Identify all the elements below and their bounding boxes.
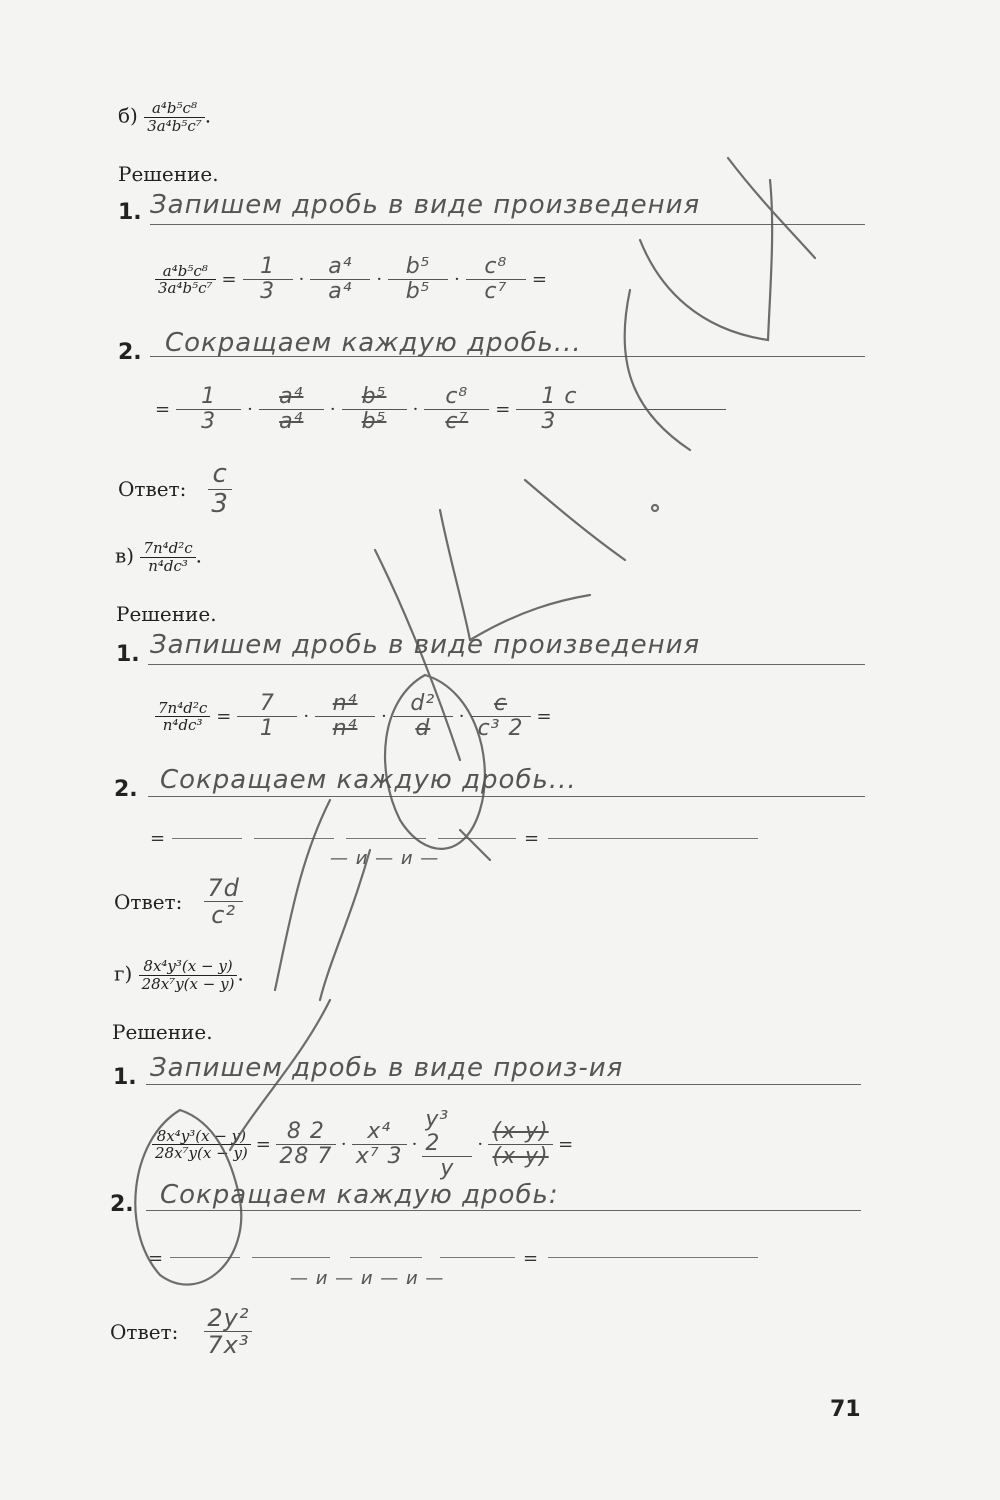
scribble-stroke — [525, 480, 625, 560]
dot-sign: · — [411, 1134, 418, 1156]
period: . — [195, 543, 203, 568]
answer-label: Ответ: — [110, 1319, 179, 1344]
denominator: 1 — [259, 716, 275, 742]
ellipsis-note: — и — и — и — — [290, 1268, 445, 1289]
numerator: b⁵ — [405, 254, 431, 279]
numerator: 1 — [201, 384, 217, 409]
page-number: 71 — [830, 1397, 861, 1422]
step-number-1: 1. — [113, 1065, 137, 1090]
step-2-text: Сокращаем каждую дробь: — [160, 1180, 559, 1210]
answer-label: Ответ: — [114, 889, 183, 914]
scribble-stroke — [440, 510, 470, 640]
dot-sign: · — [381, 706, 387, 728]
step-number-2: 2. — [110, 1192, 134, 1217]
step-2-text: Сокращаем каждую дробь... — [160, 765, 577, 795]
dot-sign: · — [298, 269, 305, 291]
dot-sign: · — [340, 1134, 347, 1156]
denominator: 3 — [541, 409, 557, 435]
denominator: c⁷ — [445, 409, 469, 435]
denominator: 3 — [260, 279, 276, 305]
numerator: (x-y) — [492, 1119, 549, 1145]
dot-sign: · — [458, 706, 465, 728]
numerator: c⁸ — [484, 254, 508, 279]
scribble-stroke — [385, 675, 485, 849]
scribble-stroke — [320, 850, 370, 1000]
denominator: x⁷ 3 — [355, 1144, 403, 1170]
equals-sign: = — [148, 1248, 164, 1269]
section-letter: в) — [115, 543, 135, 568]
denominator: 3a⁴b⁵c⁷ — [147, 116, 202, 135]
equals-sign: = — [216, 706, 232, 728]
dot-sign: · — [329, 399, 336, 421]
numerator: 2y² — [207, 1304, 250, 1332]
equals-sign: = — [495, 399, 511, 421]
equals-sign: = — [536, 706, 552, 728]
numerator: b⁵ — [361, 384, 387, 409]
denominator: a⁴ — [279, 409, 304, 435]
scribble-stroke — [135, 1110, 241, 1285]
equals-sign: = — [221, 269, 237, 291]
scribble-dot — [652, 505, 658, 511]
denominator: (x-y) — [492, 1144, 549, 1170]
denominator: b⁵ — [405, 279, 431, 305]
answer-label: Ответ: — [118, 477, 187, 502]
denominator: 3 — [201, 409, 217, 435]
denominator: n⁴ — [332, 716, 358, 742]
numerator: 7n⁴d²c — [158, 698, 208, 717]
equals-sign: = — [524, 828, 540, 849]
denominator: 7x³ — [207, 1331, 250, 1360]
numerator: c — [212, 459, 228, 489]
denominator: c² — [211, 901, 237, 930]
denominator: y — [440, 1156, 455, 1182]
step-1-text: Запишем дробь в виде произведения — [150, 630, 701, 660]
numerator: 7n⁴d²c — [143, 539, 193, 557]
dot-sign: · — [454, 269, 460, 291]
solution-label: Решение. — [118, 162, 219, 186]
scribble-stroke — [640, 180, 772, 340]
equals-sign: = — [255, 1134, 271, 1156]
numerator: 7d — [207, 874, 240, 902]
numerator: c⁸ — [445, 384, 469, 409]
denominator: 28x⁷y(x − y) — [141, 974, 235, 993]
dot-sign: · — [477, 1134, 484, 1156]
numerator: a⁴ — [279, 384, 304, 409]
denominator: d — [415, 716, 431, 742]
denominator: n⁴dc³ — [162, 716, 203, 735]
scribble-stroke — [470, 595, 590, 640]
numerator: 1 c — [541, 384, 578, 409]
denominator: n⁴dc³ — [148, 556, 188, 575]
scribble-stroke — [625, 290, 690, 450]
step-number-2: 2. — [118, 340, 142, 365]
numerator: a⁴b⁵c⁸ — [162, 261, 208, 280]
numerator: 8x⁴y³(x − y) — [156, 1126, 247, 1145]
step-number-2: 2. — [114, 777, 138, 802]
numerator: y³ 2 — [425, 1107, 450, 1157]
denominator: b⁵ — [361, 409, 387, 435]
numerator: a⁴b⁵c⁸ — [151, 99, 197, 117]
step-number-1: 1. — [118, 200, 142, 225]
equals-sign: = — [155, 399, 171, 421]
scribble-stroke — [275, 800, 330, 990]
period: . — [204, 103, 212, 128]
period: . — [237, 961, 244, 986]
dot-sign: · — [412, 399, 419, 421]
equals-sign: = — [150, 828, 166, 849]
denominator: a⁴ — [328, 279, 353, 305]
numerator: 8x⁴y³(x − y) — [143, 957, 233, 975]
numerator: a⁴ — [328, 254, 353, 279]
step-number-1: 1. — [116, 642, 140, 667]
scribble-stroke — [460, 830, 490, 860]
numerator: n⁴ — [332, 691, 358, 716]
equals-sign: = — [558, 1134, 574, 1156]
denominator: 3a⁴b⁵c⁷ — [158, 279, 213, 298]
equals-sign: = — [531, 269, 547, 291]
step-2-text: Сокращаем каждую дробь... — [165, 328, 582, 358]
section-letter: б) — [118, 103, 138, 128]
numerator: c — [493, 691, 508, 716]
numerator: 7 — [259, 691, 275, 716]
step-1-text: Запишем дробь в виде произ-ия — [150, 1053, 624, 1083]
denominator: 3 — [211, 488, 229, 519]
numerator: 8 2 — [286, 1119, 325, 1145]
dot-sign: · — [303, 706, 310, 728]
numerator: d² — [410, 691, 436, 716]
numerator: x⁴ — [367, 1119, 392, 1145]
section-letter: г) — [114, 961, 133, 986]
denominator: c³ 2 — [477, 716, 524, 742]
solution-label: Решение. — [112, 1020, 213, 1044]
denominator: c⁷ — [484, 279, 508, 305]
scribble-stroke — [230, 1000, 330, 1150]
denominator: 28x⁷y(x − y) — [155, 1144, 248, 1163]
dot-sign: · — [376, 269, 383, 291]
ellipsis-note: — и — и — — [330, 848, 440, 869]
denominator: 28 7 — [279, 1144, 333, 1170]
solution-label: Решение. — [116, 602, 217, 626]
step-1-text: Запишем дробь в виде произведения — [150, 190, 701, 220]
dot-sign: · — [247, 399, 253, 421]
numerator: 1 — [260, 254, 276, 279]
equals-sign: = — [523, 1248, 539, 1269]
